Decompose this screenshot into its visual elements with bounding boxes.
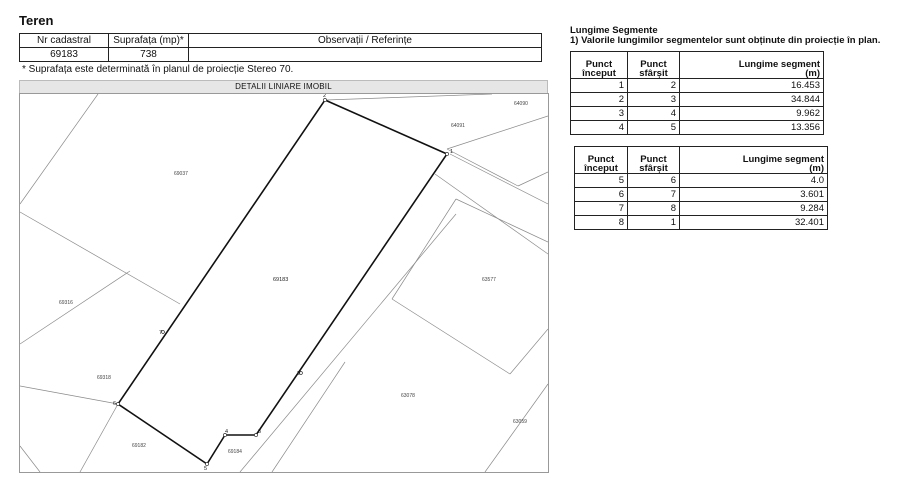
col-lungime-unit: (m): [809, 163, 824, 174]
parcel-label: 63577: [482, 277, 496, 283]
col-lungime-segment: [680, 147, 828, 174]
vertex-label: 7: [159, 330, 163, 336]
cell-start: 5: [575, 174, 628, 188]
col-lungime-label: Lungime segment: [738, 59, 820, 70]
col-suprafata: Suprafața (mp)*: [109, 34, 189, 48]
segments-title: Lungime Segmente: [570, 25, 658, 36]
segments-header-row: [571, 52, 824, 79]
vertex-label: 8: [297, 371, 301, 377]
parcel-label: 69184: [228, 449, 242, 455]
parcel-label: 63078: [401, 393, 415, 399]
table-row: [575, 188, 828, 202]
col-punct-inceput: Punct început: [571, 52, 628, 79]
col-punct-inceput: Punct început: [575, 147, 628, 174]
segments-header-row: [575, 147, 828, 174]
cell-start: 7: [575, 202, 628, 216]
cell-length: 34.844: [680, 93, 824, 107]
vertex-label: 1: [450, 149, 454, 155]
cell-nr-cadastral: 69183: [20, 48, 109, 62]
segments-table-2: [574, 146, 828, 230]
vertex-label: 2: [323, 94, 327, 99]
col-observatii: Observații / Referințe: [189, 34, 542, 48]
parcel-label: 69037: [174, 171, 188, 177]
parcel-label: 64091: [451, 123, 465, 129]
table-row: [575, 216, 828, 230]
cell-start: 4: [571, 121, 628, 135]
cell-start: 2: [571, 93, 628, 107]
vertex-label: 3: [258, 429, 262, 435]
parcel-label: 63059: [513, 419, 527, 425]
cell-length: 9.284: [680, 202, 828, 216]
col-lungime-label: Lungime segment: [742, 154, 824, 165]
cell-length: 32.401: [680, 216, 828, 230]
col-punct-sfarsit: Punct sfârșit: [628, 147, 680, 174]
table-row: [571, 121, 824, 135]
cell-end: 7: [628, 188, 680, 202]
table-row: [571, 79, 824, 93]
cell-start: 8: [575, 216, 628, 230]
table-row: [571, 107, 824, 121]
parcel-label: 69318: [97, 375, 111, 381]
vertex-label: 6: [113, 401, 117, 407]
cell-suprafata: 738: [109, 48, 189, 62]
table-row: [575, 174, 828, 188]
surface-note: * Suprafața este determinată în planul de proiecție Stereo 70.: [22, 64, 294, 75]
segments-subtitle: 1) Valorile lungimilor segmentelor sunt obținute din proiecție în plan.: [570, 35, 881, 46]
teren-data-row: [20, 48, 542, 62]
plan-header: DETALII LINIARE IMOBIL: [19, 80, 548, 94]
cell-end: 6: [628, 174, 680, 188]
parcel-label: 64090: [514, 101, 528, 107]
segments-table-1: [570, 51, 824, 135]
cell-length: 13.356: [680, 121, 824, 135]
plan-drawing: [20, 94, 548, 472]
cell-length: 3.601: [680, 188, 828, 202]
teren-header-row: [20, 34, 542, 48]
vertex-label: 5: [204, 466, 208, 472]
parcel-label: 69183: [273, 277, 289, 283]
cell-end: 1: [628, 216, 680, 230]
cell-start: 6: [575, 188, 628, 202]
cell-length: 9.962: [680, 107, 824, 121]
cell-start: 1: [571, 79, 628, 93]
teren-table: [19, 33, 542, 62]
table-row: [571, 93, 824, 107]
cell-start: 3: [571, 107, 628, 121]
cell-end: 3: [628, 93, 680, 107]
cell-end: 2: [628, 79, 680, 93]
vertex-label: 4: [225, 429, 229, 435]
cadastral-plan: [19, 93, 549, 473]
cell-length: 16.453: [680, 79, 824, 93]
neighbour-boundaries: [20, 94, 548, 472]
col-lungime-segment: [680, 52, 824, 79]
col-nr-cadastral: Nr cadastral: [20, 34, 109, 48]
parcel-label: 69182: [132, 443, 146, 449]
teren-title: Teren: [19, 13, 54, 28]
col-lungime-unit: (m): [805, 68, 820, 79]
cell-length: 4.0: [680, 174, 828, 188]
table-row: [575, 202, 828, 216]
parcel-label: 69316: [59, 300, 73, 306]
cell-end: 8: [628, 202, 680, 216]
cell-end: 5: [628, 121, 680, 135]
col-punct-sfarsit: Punct sfârșit: [628, 52, 680, 79]
cell-observatii: [189, 48, 542, 62]
cell-end: 4: [628, 107, 680, 121]
